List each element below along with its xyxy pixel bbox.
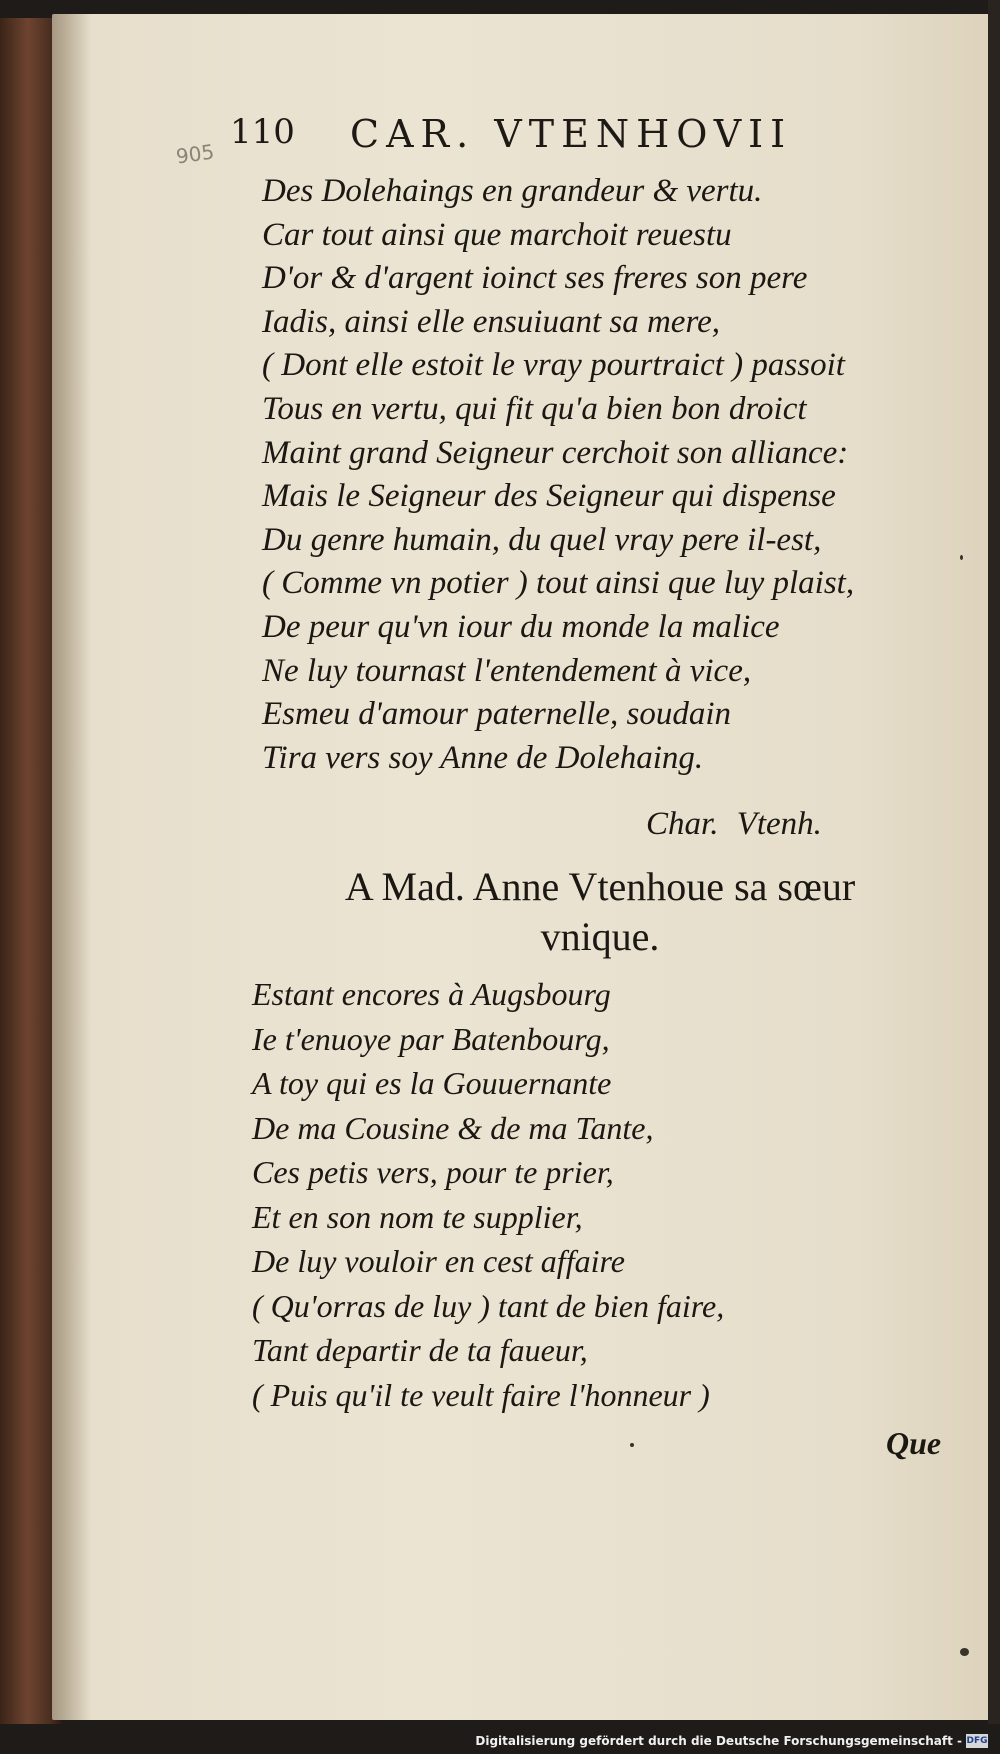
poem-2: [252, 972, 852, 1417]
poem-line: ( Puis qu'il te veult faire l'honneur ): [252, 1376, 710, 1413]
poem-line: De luy vouloir en cest affaire: [252, 1243, 625, 1279]
poem-line: Mais le Seigneur des Seigneur qui dispense: [262, 478, 836, 515]
page-header: [230, 112, 830, 162]
poem-line: Ces petis vers, pour te prier,: [252, 1154, 614, 1190]
poem-line: ( Dont elle estoit le vray pourtraict ) passoit: [262, 347, 845, 384]
poem-line: Car tout ainsi que marchoit reuestu: [262, 216, 732, 253]
poem-line: Tant departir de ta faueur,: [252, 1332, 588, 1368]
poem-line: Ie t'enuoye par Batenbourg,: [252, 1020, 610, 1057]
poem-line: Esmeu d'amour paternelle, soudain: [262, 696, 732, 733]
poem-title: [270, 862, 930, 962]
poem-line: Des Dolehaings en grandeur & vertu.: [262, 173, 763, 209]
ink-speck: [630, 1443, 634, 1447]
poem-line: De ma Cousine & de ma Tante,: [252, 1109, 654, 1146]
digitization-credit: Digitalisierung gefördert durch die Deutsche Forschungsgemeinschaft -: [475, 1734, 962, 1748]
poem-line: Tous en vertu, qui fit qu'a bien bon droict: [262, 390, 807, 427]
poem-line: D'or & d'argent ioinct ses freres son pere: [262, 260, 808, 297]
poem-line: Ne luy tournast l'entendement à vice,: [262, 652, 752, 689]
poem-line: Tira vers soy Anne de Dolehaing.: [262, 739, 704, 776]
poem-line: Estant encores à Augsbourg: [252, 976, 611, 1012]
ink-speck: [960, 1648, 969, 1656]
gutter-shadow: [52, 14, 92, 1720]
poem-title-line: vnique.: [540, 914, 660, 959]
ink-speck: [960, 555, 963, 560]
poem-line: A toy qui es la Gouuernante: [252, 1065, 612, 1101]
poem-line: De peur qu'vn iour du monde la malice: [262, 608, 780, 645]
footer-bar: [0, 1724, 1000, 1754]
poem-line: Iadis, ainsi elle ensuiuant sa mere,: [262, 303, 720, 340]
pencil-annotation: 905: [174, 139, 216, 169]
poem-title-line: A Mad. Anne Vtenhoue sa sœur: [344, 864, 856, 909]
right-edge: [988, 0, 1000, 1754]
poem-line: Du genre humain, du quel vray pere il-est,: [262, 521, 822, 558]
dfg-logo: DFG: [966, 1736, 988, 1746]
poem-line: Maint grand Seigneur cerchoit son alliance:: [262, 434, 849, 471]
catchword: Que: [886, 1425, 942, 1461]
poem-signature: Char. Vtenh.: [646, 806, 822, 842]
poem-line: ( Qu'orras de luy ) tant de bien faire,: [252, 1287, 725, 1324]
page-number: 110: [230, 112, 295, 152]
poem-line: ( Comme vn potier ) tout ainsi que luy plaist,: [262, 565, 855, 602]
poem-1: [262, 170, 902, 780]
poem-line: Et en son nom te supplier,: [252, 1198, 583, 1235]
running-head: CAR. VTENHOVII: [350, 112, 793, 156]
